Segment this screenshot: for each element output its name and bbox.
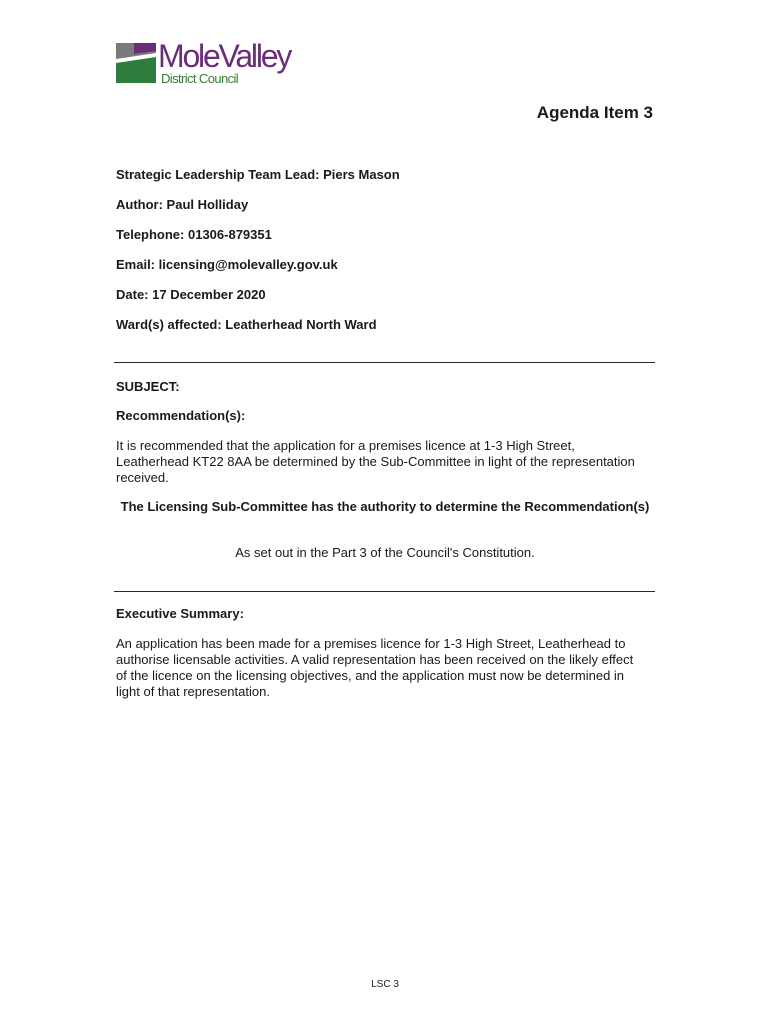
recommendations-heading: Recommendation(s):: [116, 408, 246, 423]
executive-summary-heading: Executive Summary:: [116, 606, 244, 621]
page-number: LSC 3: [371, 979, 399, 990]
logo-subtitle: District Council: [161, 71, 239, 86]
meta-date: Date: 17 December 2020: [116, 287, 266, 302]
meta-wards: Ward(s) affected: Leatherhead North Ward: [116, 317, 377, 332]
subject-label: SUBJECT:: [116, 379, 180, 394]
executive-summary-text: An application has been made for a premises licence for 1-3 High Street, Leatherhead to authorise licensable activities. A valid representation has been received on the likely effect of the licence on the licensing objectives, and the application must now be determined in light of that representation.: [116, 636, 634, 699]
divider-middle: [114, 591, 655, 592]
divider-top: [114, 362, 655, 363]
meta-author: Author: Paul Holliday: [116, 197, 249, 212]
meta-email: Email: licensing@molevalley.gov.uk: [116, 257, 338, 272]
meta-lead: Strategic Leadership Team Lead: Piers Mason: [116, 167, 400, 182]
mole-valley-logo-icon: [116, 43, 156, 83]
meta-telephone: Telephone: 01306-879351: [116, 227, 272, 242]
recommendations-text: It is recommended that the application for a premises licence at 1-3 High Street, Leatherhead KT22 8AA be determined by the Sub-Committee in light of the representation received.: [116, 438, 635, 485]
council-logo: [116, 38, 306, 87]
agenda-item-title: Agenda Item 3: [536, 103, 653, 122]
constitution-note: As set out in the Part 3 of the Council's Constitution.: [235, 545, 535, 560]
logo-wordmark: MoleValley: [158, 38, 291, 74]
authority-statement: The Licensing Sub-Committee has the authority to determine the Recommendation(s): [120, 499, 650, 514]
